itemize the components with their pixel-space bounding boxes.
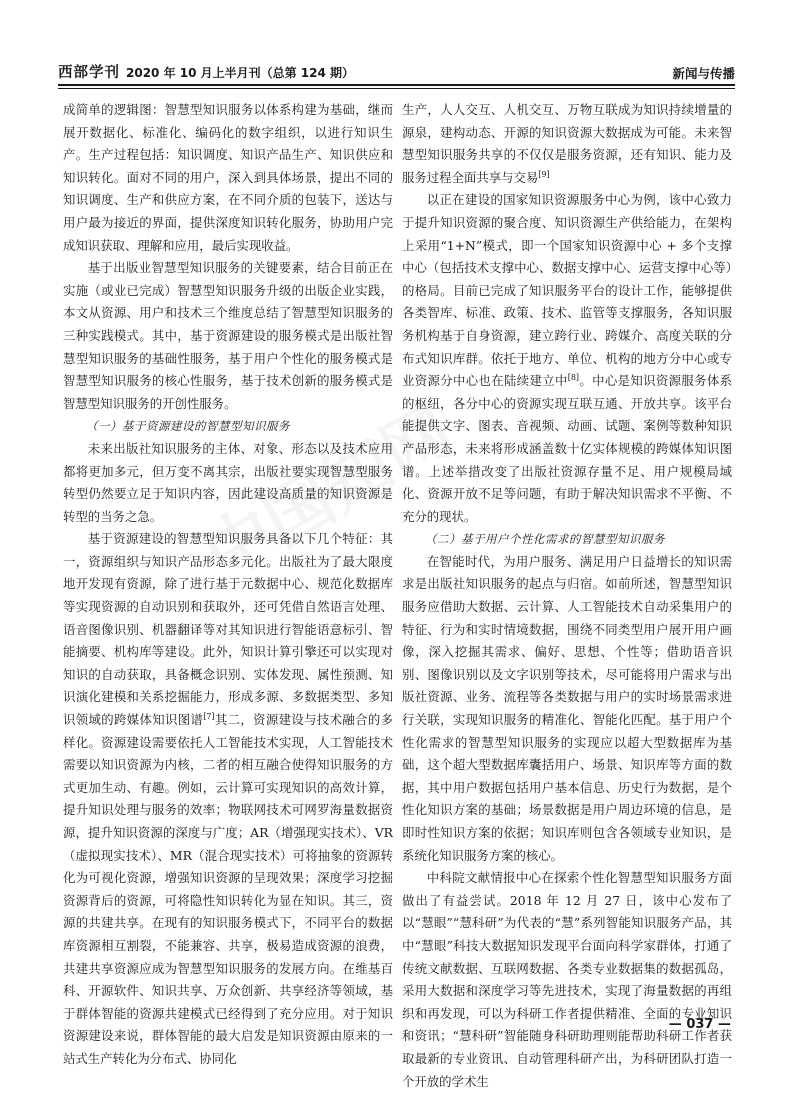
paragraph-text: 。中心是知识资源服务体系的枢纽，各分中心的资源实现互联互通、开放共享。该平台能提供文字、图表、音视频、动画、试题、案例等数种知识产品形态，未来将形成涵盖数十亿实体规模的跨媒体知识图谱。上述举措改变了出版社资源存量不足、用户规模局域化、资源开放不足等问题，有助于解决知识需求不平衡、不充分的现状。 <box>402 373 733 524</box>
left-column <box>63 99 393 1071</box>
reference-mark[interactable]: [9] <box>538 169 550 179</box>
paragraph: 中科院文献情报中心在探索个性化智慧型知识服务方面做出了有益尝试。2018 年 12 月 27 日，该中心发布了以“慧眼”“慧科研”为代表的“慧”系列智能知识服务产品，其中“慧眼”科技大数据知识发现平台面向科学家群体，打通了传统文献数据、互联网数据、各类专业数据集的数据孤岛，采用大数据和深度学习等先进技术，实现了海量数据的再组织和再发现，可以为科研工作者提供精准、全面的专业知识和资讯；“慧科研”智能随身科研助理则能帮助科研工作者获取最新的专业资讯、自动管理科研产出，为科研团队打造一个开放的学术生 <box>402 870 732 1089</box>
paragraph <box>402 99 732 189</box>
header-rule-thick <box>58 84 735 86</box>
header-rule-thin <box>58 88 735 89</box>
page-number: — 037 — <box>668 1017 731 1032</box>
paragraph: 在智能时代，为用户服务、满足用户日益增长的知识需求是出版社知识服务的起点与归宿。如前所述，智慧型知识服务应借助大数据、云计算、人工智能技术自动采集用户的特征、行为和实时情境数据，围绕不同类型用户展开用户画像，深入挖掘其需求、偏好、思想、个性等；借助语音识别、图像识别以及文字识别等技术，尽可能将用户需求与出版社资源、业务、流程等各类数据与用户的实时场景需求进行关联，实现知识服务的精准化、智能化匹配。基于用户个性化需求的智慧型知识服务的实现应以超大型数据库为基础，这个超大型数据库囊括用户、场景、知识库等方面的数据，其中用户数据包括用户基本信息、历史行为数据，是个性化知识方案的基础；场景数据是用户周边环境的信息，是即时性知识方案的依据；知识库则包含各领域专业知识，是系统化知识服务方案的核心。 <box>402 553 732 863</box>
paragraph: 未来出版社知识服务的主体、对象、形态以及技术应用都将更加多元，但万变不离其宗，出版社要实现智慧型服务转型仍然要立足于知识内容，因此建设高质量的知识资源是转型的当务之急。 <box>63 440 393 524</box>
journal-logo: 西部学刊 <box>58 64 120 81</box>
reference-mark[interactable]: [7] <box>203 711 215 721</box>
issue-info: 2020 年 10 月上半月刊（总第 124 期） <box>126 66 355 80</box>
paragraph-text: 生产，人人交互、人机交互、万物互联成为知识持续增量的源泉，建构动态、开源的知识资源大数据成为可能。未来智慧型知识服务共享的不仅仅是服务资源，还有知识、能力及服务过程全面共享与交易 <box>402 102 732 185</box>
paragraph-text: 基于资源建设的智慧型知识服务具备以下几个特征：其一，资源组织与知识产品形态多元化。出版社为了最大限度地开发现有资源，除了进行基于元数据中心、规范化数据库等实现资源的自动识别和获取外，还可凭借自然语言处理、语音图像识别、机器翻译等对其知识进行智能语意标引、智能摘要、机构库等建设。此外，知识计算引擎还可以实现对知识的自动获取，具备概念识别、实体发现、属性预测、知识演化建模和关系挖掘能力，形成多源、多数据类型、多知识领域的跨媒体知识图谱 <box>63 531 393 728</box>
paragraph <box>63 528 393 1070</box>
section-name: 新闻与传播 <box>672 66 735 81</box>
right-column <box>402 99 732 1093</box>
paragraph-text: 以正在建设的国家知识资源服务中心为例，该中心致力于提升知识资源的聚合度、知识资源生产供给能力，在架构上采用“1+N”模式，即一个国家知识资源中心 + 多个支撑中心（包括技术支撑中心、数据支撑中心、运营支撑中心等）的格局。目前已完成了知识服务平台的设计工作，能够提供各类智库、标准、政策、技术、监管等支撑服务，各知识服务机构基于自身资源，建立跨行业、跨媒介、高度关联的分布式知识库群。依托于地方、单位、机构的地方分中心或专业资源分中心也在陆续建立中 <box>402 192 732 389</box>
section-heading-1: （一）基于资源建设的智慧型知识服务 <box>86 419 290 434</box>
paragraph: 成简单的逻辑图：智慧型知识服务以体系构建为基础，继而展开数据化、标准化、编码化的数字组织，以进行知识生产。生产过程包括：知识调度、知识产品生产、知识供应和知识转化。面对不同的用户，深入到具体场景，提出不同的知识调度、生产和供应方案，在不同介质的包装下，送达与用户最为接近的界面，提供深度知识转化服务，协助用户完成知识获取、理解和应用，最后实现收益。 <box>63 102 393 253</box>
paragraph-text: 其二，资源建设与技术融合的多样化。资源建设需要依托人工智能技术实现，人工智能技术需要以知识资源为内核，二者的相互融合使得知识服务的方式更加生动、有趣。例如，云计算可实现知识的高效计算，提升知识处理与服务的效率；物联网技术可网罗海量数据资源，提升知识资源的深度与广度；AR（增强现实技术）、VR（虚拟现实技术）、MR（混合现实技术）可将抽象的资源转化为可视化资源，增强知识资源的呈现效果；深度学习挖掘资源背后的资源，可将隐性知识转化为显在知识。其三，资源的共建共享。在现有的知识服务模式下，不同平台的数据库资源相互割裂，不能兼容、共享，极易造成资源的浪费，共建共享资源应成为智慧型知识服务的发展方向。在维基百科、开源软件、知识共享、万众创新、共享经济等领域，基于群体智能的资源共建模式已经得到了充分应用。对于知识资源建设来说，群体智能的最大启发是知识资源由原来的一站式生产转化为分布式、协同化 <box>63 712 394 1066</box>
header-left <box>58 61 354 82</box>
page-header <box>58 56 735 82</box>
paragraph: 基于出版业智慧型知识服务的关键要素，结合目前正在实施（或业已完成）智慧型知识服务升级的出版企业实践，本文从资源、用户和技术三个维度总结了智慧型知识服务的三种实践模式。其中，基于资源建设的服务模式是出版社智慧型知识服务的基础性服务，基于用户个性化的服务模式是智慧型知识服务的核心性服务，基于技术创新的服务模式是智慧型知识服务的开创性服务。 <box>63 260 393 411</box>
section-heading-2: （二）基于用户个性化需求的智慧型知识服务 <box>425 532 665 547</box>
reference-mark[interactable]: [8] <box>567 373 580 382</box>
paragraph <box>402 189 732 528</box>
